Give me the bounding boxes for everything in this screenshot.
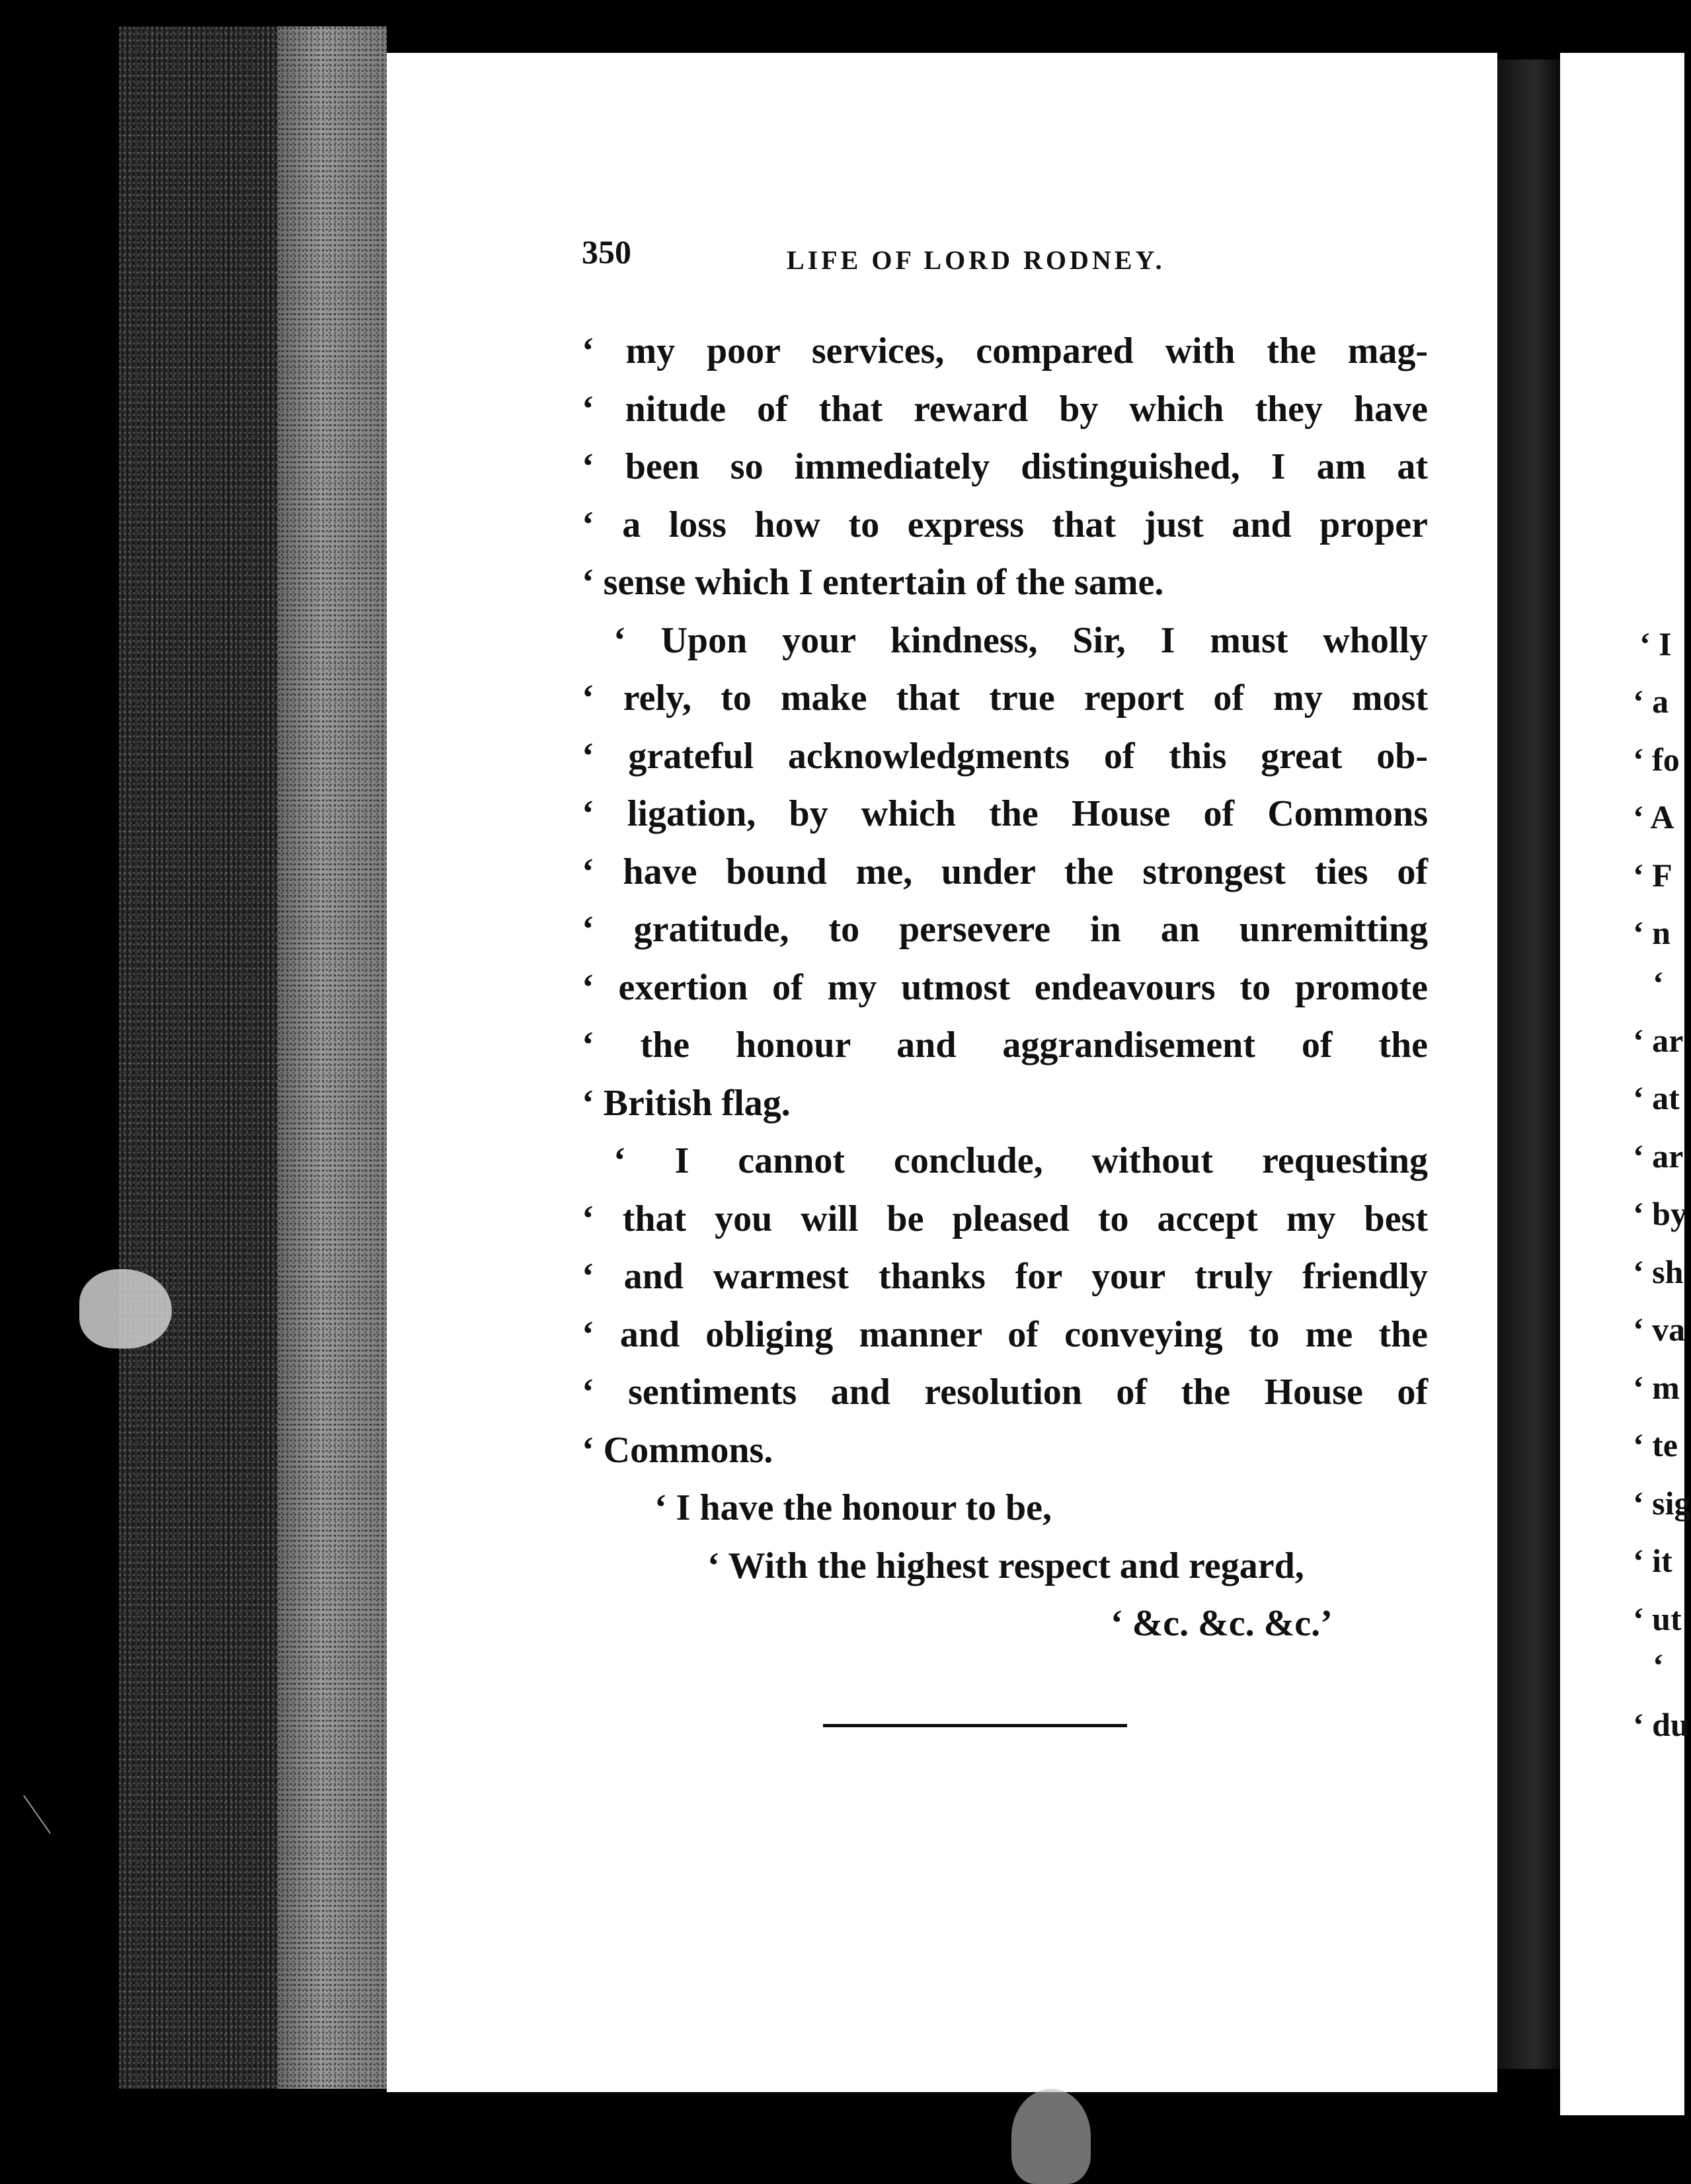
facing-page-fragment: ‘ I (1639, 625, 1672, 662)
text-line: ‘ gratitude, to persevere in an unremitting (582, 909, 1428, 950)
text-line: ‘ exertion of my utmost endeavours to promote (582, 966, 1428, 1008)
text-line: ‘ been so immediately distinguished, I am at (582, 446, 1428, 487)
text-line: ‘ have bound me, under the strongest ties of (582, 851, 1428, 892)
text-line: ‘ I cannot conclude, without requesting (613, 1140, 1428, 1181)
facing-page-fragment: ‘ a (1633, 683, 1669, 720)
closing-line: ‘ &c. &c. &c.’ (1111, 1603, 1333, 1644)
scan-blemish (79, 1269, 172, 1348)
facing-page-fragment: ‘ (1653, 1647, 1664, 1684)
text-line: ‘ the honour and aggrandisement of the (582, 1025, 1428, 1066)
facing-page-fragment: ‘ te (1633, 1426, 1678, 1463)
book-page (387, 53, 1497, 2092)
text-line: ‘ Upon your kindness, Sir, I must wholly (613, 619, 1428, 661)
section-rule (823, 1724, 1127, 1727)
scan-blemish (1011, 2089, 1091, 2184)
facing-page-fragment: ‘ ar (1633, 1022, 1684, 1059)
facing-page-fragment: ‘ (1653, 964, 1664, 1001)
text-line: ‘ rely, to make that true report of my most (582, 678, 1428, 719)
text-line: ‘ sentiments and resolution of the House of (582, 1372, 1428, 1413)
page-number: 350 (582, 233, 631, 270)
facing-page-fragment: ‘ it (1633, 1542, 1672, 1579)
text-line: ‘ and obliging manner of conveying to me the (582, 1313, 1428, 1355)
facing-page-fragment: ‘ at (1633, 1079, 1680, 1116)
facing-page-fragment: ‘ m (1633, 1369, 1680, 1406)
text-line: ‘ that you will be pleased to accept my best (582, 1198, 1428, 1239)
facing-page-fragment: ‘ ar (1633, 1138, 1684, 1175)
text-line: ‘ Commons. (582, 1429, 773, 1471)
text-line: ‘ my poor services, compared with the mag- (582, 331, 1428, 371)
facing-page-fragment: ‘ sh (1633, 1253, 1684, 1290)
text-line: ‘ British flag. (582, 1082, 791, 1124)
text-line: ‘ ligation, by which the House of Commons (582, 793, 1428, 834)
facing-page-fragment: ‘ ut (1633, 1600, 1682, 1637)
text-line: ‘ grateful acknowledgments of this great ob- (582, 735, 1428, 777)
book-edge-speckled (278, 26, 387, 2089)
page-text (582, 323, 1428, 1653)
text-line: ‘ nitude of that reward by which they have (582, 388, 1428, 430)
facing-page-fragment: ‘ n (1633, 914, 1671, 951)
facing-page-fragment: ‘ A (1633, 799, 1674, 836)
facing-page-fragment: ‘ by (1633, 1195, 1687, 1232)
closing-line: ‘ With the highest respect and regard, (707, 1545, 1304, 1586)
scan-scratch (23, 1795, 51, 1834)
facing-page-fragment: ‘ du (1633, 1706, 1689, 1743)
closing-line: ‘ I have the honour to be, (654, 1487, 1052, 1528)
text-line: ‘ and warmest thanks for your truly friendly (582, 1256, 1428, 1297)
facing-page-fragment: ‘ va (1633, 1311, 1686, 1348)
facing-page-fragment: ‘ F (1633, 857, 1672, 894)
running-title: LIFE OF LORD RODNEY. (787, 245, 1165, 275)
book-gutter (1497, 59, 1560, 2069)
text-line: ‘ sense which I entertain of the same. (582, 562, 1164, 603)
facing-page (1560, 53, 1691, 2115)
facing-page-fragment: ‘ sig (1633, 1485, 1691, 1522)
facing-page-fragment: ‘ fo (1633, 741, 1680, 778)
text-line: ‘ a loss how to express that just and proper (582, 504, 1428, 545)
